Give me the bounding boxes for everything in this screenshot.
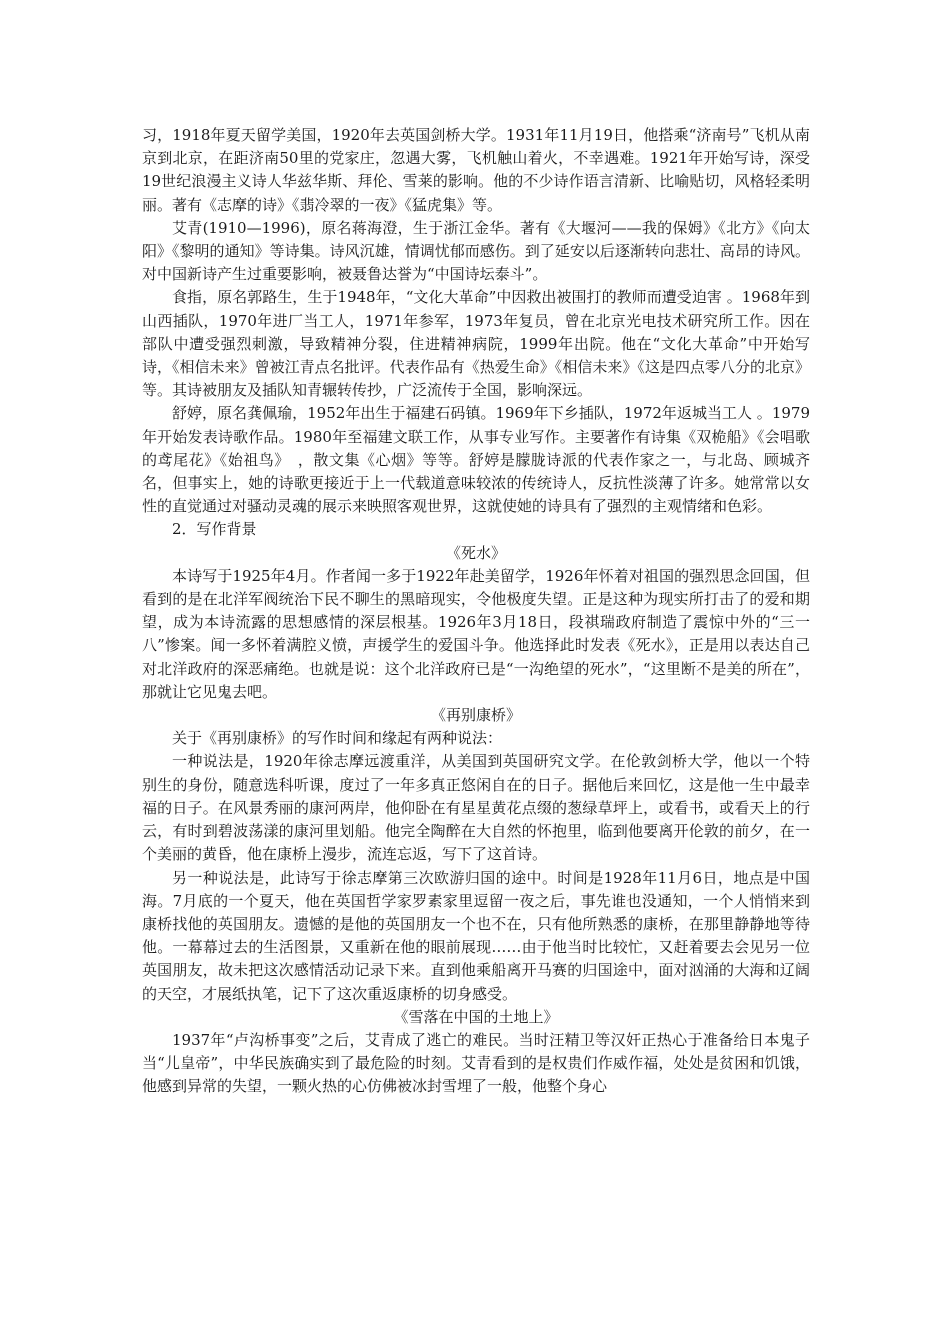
section-heading-writing-background: 2．写作背景 (172, 520, 257, 539)
paragraph-xue-luo: 1937年“卢沟桥事变”之后，艾青成了逃亡的难民。当时汪精卫等汉奸正热心于准备给日本鬼子当“儿皇帝”，中华民族确实到了最危险的时刻。艾青看到的是权贵们作威作福，处处是贫困和饥饿，他感到异常的失望，一颗火热的心仿佛被冰封雪埋了一般，他整个身心 (142, 1030, 810, 1096)
title-xue-luo: 《雪落在中国的土地上》 (393, 1007, 559, 1026)
paragraph-kang-qiao-version-one: 一种说法是，1920年徐志摩远渡重洋，从美国到英国研究文学。在伦敦剑桥大学，他以一个特别生的身份，随意选科听课，度过了一年多真正悠闲自在的日子。据他后来回忆，这是他一生中最幸福的日子。在风景秀丽的康河两岸，他仰卧在有星星黄花点缀的葱绿草坪上，或看书，或看天上的行云，有时到碧波荡漾的康河里划船。他完全陶醉在大自然的怀抱里，临到他要离开伦敦的前夕，在一个美丽的黄昏，他在康桥上漫步，流连忘返，写下了这首诗。 (142, 752, 810, 864)
paragraph-xu-zhimo-bio: 习，1918年夏天留学美国，1920年去英国剑桥大学。1931年11月19日，他搭乘“济南号”飞机从南京到北京，在距济南50里的党家庄，忽遇大雾，飞机触山着火，不幸遇难。1921年开始写诗，深受19世纪浪漫主义诗人华兹华斯、拜伦、雪莱的影响。他的不少诗作语言清新、比喻贴切，风格轻柔明丽。著有《志摩的诗》《翡冷翠的一夜》《猛虎集》等。 (142, 126, 810, 214)
title-si-shui: 《死水》 (445, 543, 506, 562)
paragraph-shi-zhi-bio: 食指，原名郭路生，生于1948年，“文化大革命”中因救出被围打的教师而遭受迫害 。1968年到山西插队，1970年进厂当工人，1971年参军，1973年复员，曾在北京光电技术研究所工作。因在部队中遭受强烈刺激，导致精神分裂，住进精神病院，1999年出院。他在“文化大革命”中开始写诗，《相信未来》曾被江青点名批评。代表作品有《热爱生命》《相信未来》《这是四点零八分的北京》等。其诗被朋友及插队知青辗转传抄，广泛流传于全国，影响深远。 (142, 288, 810, 400)
title-zai-bie-kang-qiao: 《再别康桥》 (430, 706, 521, 725)
paragraph-ai-qing-bio: 艾青(1910—1996)，原名蒋海澄，生于浙江金华。著有《大堰河——我的保姆》《北方》《向太阳》《黎明的通知》等诗集。诗风沉雄，情调忧郁而感伤。到了延安以后逐渐转向悲壮、高昂的诗风。对中国新诗产生过重要影响，被聂鲁达誉为“中国诗坛泰斗”。 (142, 218, 810, 284)
document-body (142, 124, 810, 1099)
paragraph-shu-ting-bio: 舒婷，原名龚佩瑜，1952年出生于福建石码镇。1969年下乡插队，1972年返城当工人 。1979年开始发表诗歌作品。1980年至福建文联工作，从事专业写作。主要著作有诗集《双桅船》《会唱歌的鸢尾花》《始祖鸟》 ，散文集《心烟》等等。舒婷是朦胧诗派的代表作家之一，与北岛、顾城齐名，但事实上，她的诗歌更接近于上一代载道意味较浓的传统诗人，反抗性淡薄了许多。她常常以女性的直觉通过对骚动灵魂的展示来映照客观世界，这就使她的诗具有了强烈的主观情绪和色彩。 (142, 404, 810, 516)
paragraph-kang-qiao-version-two: 另一种说法是，此诗写于徐志摩第三次欧游归国的途中。时间是1928年11月6日，地点是中国海。7月底的一个夏天，他在英国哲学家罗素家里逗留一夜之后，事先谁也没通知，一个人悄悄来到康桥找他的英国朋友。遗憾的是他的英国朋友一个也不在，只有他所熟悉的康桥，在那里静静地等待他。一幕幕过去的生活图景，又重新在他的眼前展现……由于他当时比较忙，又赶着要去会见另一位英国朋友，故未把这次感情活动记录下来。直到他乘船离开马赛的归国途中，面对汹涌的大海和辽阔的天空，才展纸执笔，记下了这次重返康桥的切身感受。 (142, 868, 810, 1003)
paragraph-si-shui: 本诗写于1925年4月。作者闻一多于1922年赴美留学，1926年怀着对祖国的强烈思念回国，但看到的是在北洋军阀统治下民不聊生的黑暗现实，令他极度失望。正是这种为现实所打击了的爱和期望，成为本诗流露的思想感情的深层根基。1926年3月18日，段祺瑞政府制造了震惊中外的“三一八”惨案。闻一多怀着满腔义愤，声援学生的爱国斗争。他选择此时发表《死水》，正是用以表达自己对北洋政府的深恶痛绝。也就是说：这个北洋政府已是“一沟绝望的死水”，“这里断不是美的所在”，那就让它见鬼去吧。 (142, 566, 810, 701)
paragraph-kang-qiao-intro: 关于《再别康桥》的写作时间和缘起有两种说法： (172, 729, 503, 748)
